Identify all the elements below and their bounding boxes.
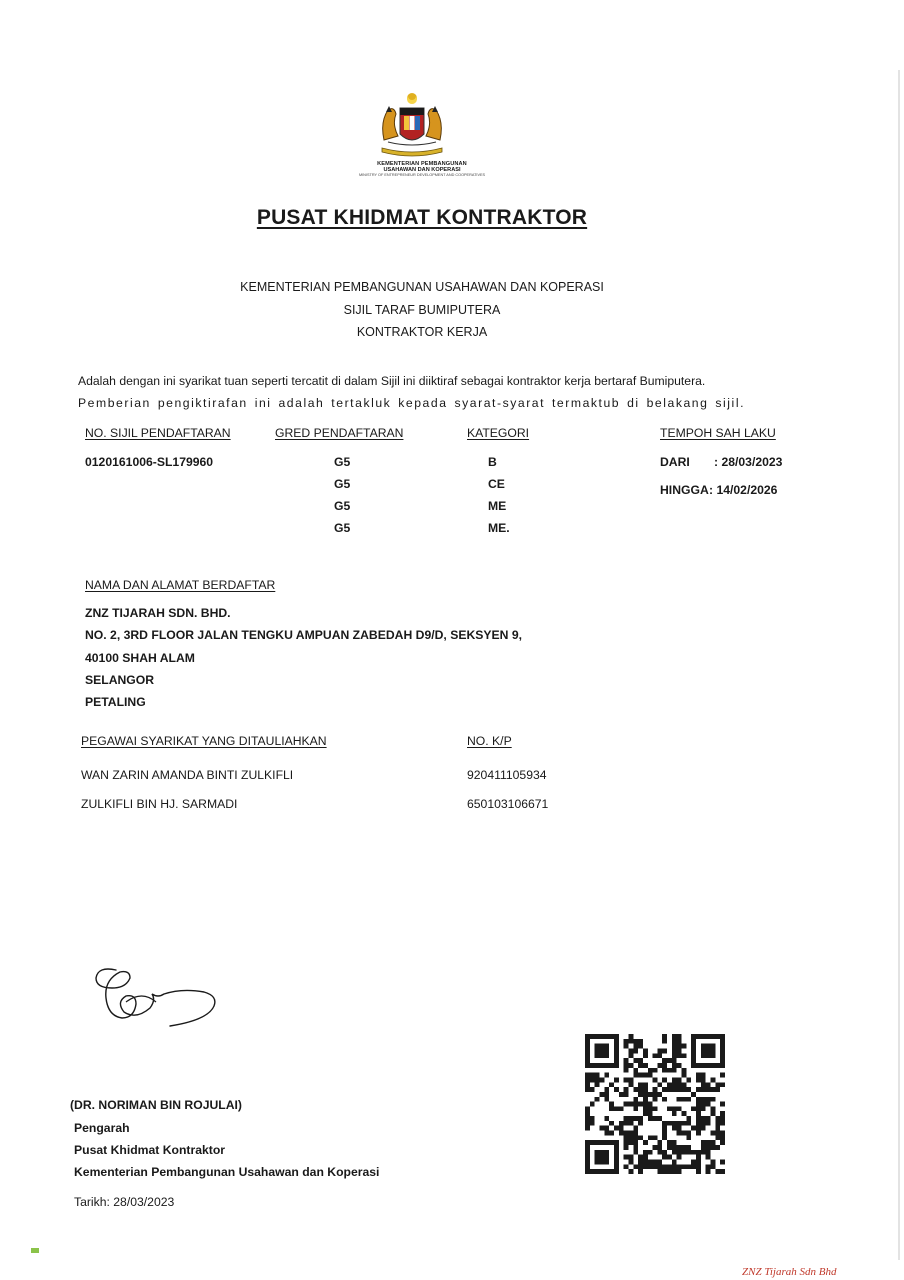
grade-4: G5 — [334, 521, 351, 535]
header-ic-number: NO. K/P — [467, 734, 512, 748]
company-address-line-2: 40100 SHAH ALAM — [85, 651, 195, 665]
contractor-type-heading: KONTRAKTOR KERJA — [356, 325, 488, 339]
category-2: CE — [488, 477, 505, 491]
header-officers: PEGAWAI SYARIKAT YANG DITAULIAHKAN — [81, 734, 327, 748]
signatory-title: Pengarah — [74, 1121, 130, 1135]
officer-1-ic: 920411105934 — [467, 768, 547, 782]
signatory-ministry: Kementerian Pembangunan Usahawan dan Koperasi — [74, 1165, 380, 1179]
signature-icon — [86, 958, 222, 1032]
category-1: B — [488, 455, 497, 469]
ministry-heading: KEMENTERIAN PEMBANGUNAN USAHAWAN DAN KOPERASI — [240, 280, 604, 294]
company-address-line-1: NO. 2, 3RD FLOOR JALAN TENGKU AMPUAN ZABEDAH D9/D, SEKSYEN 9, — [85, 628, 522, 642]
header-validity: TEMPOH SAH LAKU — [660, 426, 776, 440]
header-company: NAMA DAN ALAMAT BERDAFTAR — [85, 578, 276, 592]
officer-1-name: WAN ZARIN AMANDA BINTI ZULKIFLI — [81, 768, 294, 782]
crest-caption — [336, 162, 508, 178]
registration-number: 0120161006-SL179960 — [85, 455, 214, 469]
page-marker — [31, 1248, 39, 1253]
validity-to-label: HINGGA — [660, 483, 709, 497]
signatory-organisation: Pusat Khidmat Kontraktor — [74, 1143, 226, 1157]
header-category: KATEGORI — [467, 426, 530, 440]
signatory-name: (DR. NORIMAN BIN ROJULAI) — [70, 1098, 242, 1112]
company-name: ZNZ TIJARAH SDN. BHD. — [85, 606, 231, 620]
coat-of-arms-icon — [372, 90, 452, 162]
validity-from-label: DARI — [660, 455, 690, 469]
header-registration-grade: GRED PENDAFTARAN — [275, 426, 404, 440]
category-3: ME — [488, 499, 507, 513]
officer-2-name: ZULKIFLI BIN HJ. SARMADI — [81, 797, 238, 811]
page-edge-shadow — [898, 70, 900, 1260]
page-title: PUSAT KHIDMAT KONTRAKTOR — [256, 206, 588, 229]
officer-2-ic: 650103106671 — [467, 797, 549, 811]
crest-line-3: MINISTRY OF ENTREPRENEUR DEVELOPMENT AND COOPERATIVES — [358, 173, 486, 178]
header-registration-number: NO. SIJIL PENDAFTARAN — [85, 426, 231, 440]
recognition-paragraph-line-2: Pemberian pengiktirafan ini adalah tertakluk kepada syarat-syarat termaktub di belakang sijil. — [78, 396, 746, 410]
recognition-paragraph-line-1: Adalah dengan ini syarikat tuan seperti tercatit di dalam Sijil ini diiktiraf sebagai kontraktor kerja bertaraf Bumiputera. — [78, 374, 706, 388]
grade-3: G5 — [334, 499, 351, 513]
qr-code-icon — [584, 1034, 726, 1174]
crest-line-2: USAHAWAN DAN KOPERASI — [383, 166, 461, 173]
validity-from-value: : 28/03/2023 — [714, 455, 783, 469]
grade-2: G5 — [334, 477, 351, 491]
company-district: PETALING — [85, 695, 146, 709]
grade-1: G5 — [334, 455, 351, 469]
crest-line-1: KEMENTERIAN PEMBANGUNAN — [377, 161, 467, 167]
company-state: SELANGOR — [85, 673, 155, 687]
category-4: ME. — [488, 521, 510, 535]
validity-to-value: : 14/02/2026 — [709, 483, 778, 497]
issue-date: Tarikh: 28/03/2023 — [74, 1195, 175, 1209]
certificate-heading: SIJIL TARAF BUMIPUTERA — [343, 303, 501, 317]
watermark-text: ZNZ Tijarah Sdn Bhd — [742, 1266, 837, 1278]
